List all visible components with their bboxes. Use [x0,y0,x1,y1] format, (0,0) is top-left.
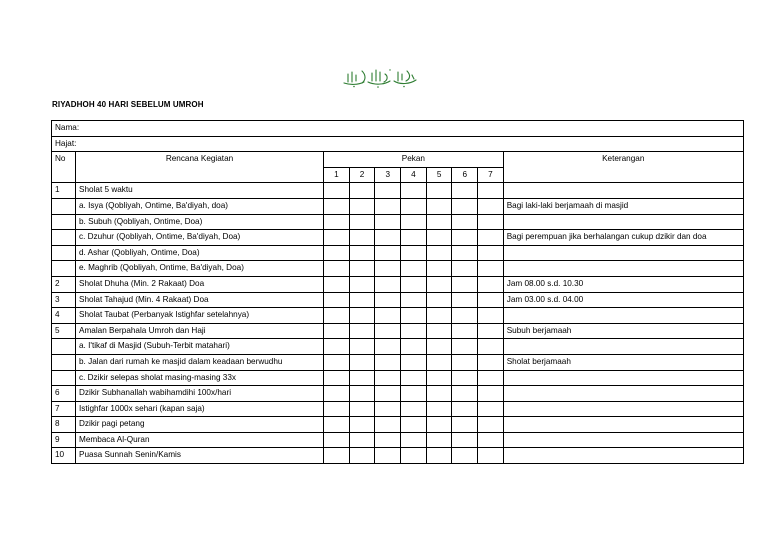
week-6-checkbox-cell[interactable] [452,214,478,230]
row-keterangan [503,214,743,230]
week-2-checkbox-cell[interactable] [349,183,375,199]
week-1-checkbox-cell[interactable] [324,448,350,464]
table-row [52,354,744,370]
week-2-checkbox-cell[interactable] [349,432,375,448]
week-7-checkbox-cell[interactable] [478,292,504,308]
week-4-checkbox-cell[interactable] [401,386,427,402]
table-row [52,448,744,464]
week-4-checkbox-cell[interactable] [401,323,427,339]
header-keterangan: Keterangan [503,152,743,183]
week-6-checkbox-cell[interactable] [452,354,478,370]
week-2-checkbox-cell[interactable] [349,230,375,246]
week-6-checkbox-cell[interactable] [452,198,478,214]
row-number [52,230,76,246]
table-row [52,401,744,417]
week-3-checkbox-cell[interactable] [375,417,401,433]
table-row [52,292,744,308]
week-2-checkbox-cell[interactable] [349,386,375,402]
week-5-checkbox-cell[interactable] [426,354,452,370]
header-no: No [52,152,76,183]
week-4-checkbox-cell[interactable] [401,308,427,324]
week-3-checkbox-cell[interactable] [375,432,401,448]
week-6-checkbox-cell[interactable] [452,183,478,199]
week-3-checkbox-cell[interactable] [375,323,401,339]
week-7-checkbox-cell[interactable] [478,214,504,230]
hajat-row [52,136,744,152]
row-kegiatan: Istighfar 1000x sehari (kapan saja) [76,401,324,417]
row-kegiatan: a. I'tikaf di Masjid (Subuh-Terbit matahari) [76,339,324,355]
week-5-checkbox-cell[interactable] [426,261,452,277]
week-2-checkbox-cell[interactable] [349,354,375,370]
week-6-checkbox-cell[interactable] [452,276,478,292]
week-4-checkbox-cell[interactable] [401,448,427,464]
week-7-checkbox-cell[interactable] [478,448,504,464]
table-row [52,245,744,261]
week-3-checkbox-cell[interactable] [375,401,401,417]
week-4-checkbox-cell[interactable] [401,292,427,308]
row-keterangan [503,308,743,324]
week-5-checkbox-cell[interactable] [426,323,452,339]
week-7-checkbox-cell[interactable] [478,261,504,277]
week-7-checkbox-cell[interactable] [478,386,504,402]
row-keterangan [503,370,743,386]
week-1-checkbox-cell[interactable] [324,370,350,386]
row-number [52,261,76,277]
week-header-5: 5 [426,167,452,183]
nama-row [52,121,744,137]
row-number [52,339,76,355]
week-6-checkbox-cell[interactable] [452,245,478,261]
week-3-checkbox-cell[interactable] [375,370,401,386]
week-4-checkbox-cell[interactable] [401,245,427,261]
row-keterangan [503,339,743,355]
week-2-checkbox-cell[interactable] [349,401,375,417]
week-1-checkbox-cell[interactable] [324,261,350,277]
week-4-checkbox-cell[interactable] [401,417,427,433]
table-row [52,214,744,230]
week-7-checkbox-cell[interactable] [478,432,504,448]
row-kegiatan: Sholat Tahajud (Min. 4 Rakaat) Doa [76,292,324,308]
week-1-checkbox-cell[interactable] [324,339,350,355]
week-6-checkbox-cell[interactable] [452,386,478,402]
row-keterangan [503,417,743,433]
week-1-checkbox-cell[interactable] [324,214,350,230]
week-2-checkbox-cell[interactable] [349,370,375,386]
week-3-checkbox-cell[interactable] [375,261,401,277]
week-7-checkbox-cell[interactable] [478,230,504,246]
week-1-checkbox-cell[interactable] [324,183,350,199]
week-header-2: 2 [349,167,375,183]
week-7-checkbox-cell[interactable] [478,183,504,199]
week-4-checkbox-cell[interactable] [401,261,427,277]
row-keterangan: Bagi perempuan jika berhalangan cukup dzikir dan doa [503,230,743,246]
row-keterangan: Jam 08.00 s.d. 10.30 [503,276,743,292]
week-3-checkbox-cell[interactable] [375,448,401,464]
table-row [52,308,744,324]
row-kegiatan: b. Subuh (Qobliyah, Ontime, Doa) [76,214,324,230]
week-5-checkbox-cell[interactable] [426,245,452,261]
week-header-7: 7 [478,167,504,183]
week-3-checkbox-cell[interactable] [375,183,401,199]
table-row [52,276,744,292]
week-2-checkbox-cell[interactable] [349,448,375,464]
week-3-checkbox-cell[interactable] [375,354,401,370]
row-kegiatan: Membaca Al-Quran [76,432,324,448]
table-row [52,432,744,448]
week-2-checkbox-cell[interactable] [349,323,375,339]
row-keterangan [503,245,743,261]
week-2-checkbox-cell[interactable] [349,308,375,324]
week-5-checkbox-cell[interactable] [426,214,452,230]
week-4-checkbox-cell[interactable] [401,354,427,370]
row-kegiatan: b. Jalan dari rumah ke masjid dalam keadaan berwudhu [76,354,324,370]
row-number [52,198,76,214]
table-row [52,198,744,214]
week-4-checkbox-cell[interactable] [401,183,427,199]
week-1-checkbox-cell[interactable] [324,386,350,402]
week-3-checkbox-cell[interactable] [375,245,401,261]
week-6-checkbox-cell[interactable] [452,292,478,308]
table-row [52,230,744,246]
week-header-3: 3 [375,167,401,183]
week-3-checkbox-cell[interactable] [375,198,401,214]
row-kegiatan: Sholat 5 waktu [76,183,324,199]
week-1-checkbox-cell[interactable] [324,432,350,448]
week-3-checkbox-cell[interactable] [375,276,401,292]
row-number: 1 [52,183,76,199]
week-7-checkbox-cell[interactable] [478,339,504,355]
week-7-checkbox-cell[interactable] [478,245,504,261]
week-4-checkbox-cell[interactable] [401,370,427,386]
row-kegiatan: Sholat Taubat (Perbanyak Istighfar setelahnya) [76,308,324,324]
table-row [52,339,744,355]
week-1-checkbox-cell[interactable] [324,354,350,370]
week-6-checkbox-cell[interactable] [452,339,478,355]
table-row [52,417,744,433]
row-keterangan: Bagi laki-laki berjamaah di masjid [503,198,743,214]
hajat-field[interactable]: Hajat: [52,136,744,152]
row-number: 7 [52,401,76,417]
week-4-checkbox-cell[interactable] [401,401,427,417]
week-6-checkbox-cell[interactable] [452,448,478,464]
week-6-checkbox-cell[interactable] [452,308,478,324]
week-7-checkbox-cell[interactable] [478,417,504,433]
row-kegiatan: d. Ashar (Qobliyah, Ontime, Doa) [76,245,324,261]
week-5-checkbox-cell[interactable] [426,401,452,417]
row-number [52,245,76,261]
week-2-checkbox-cell[interactable] [349,417,375,433]
row-keterangan [503,386,743,402]
table-row [52,323,744,339]
row-keterangan: Subuh berjamaah [503,323,743,339]
week-6-checkbox-cell[interactable] [452,323,478,339]
row-keterangan [503,401,743,417]
week-1-checkbox-cell[interactable] [324,230,350,246]
week-7-checkbox-cell[interactable] [478,401,504,417]
week-4-checkbox-cell[interactable] [401,214,427,230]
week-6-checkbox-cell[interactable] [452,417,478,433]
week-7-checkbox-cell[interactable] [478,308,504,324]
week-5-checkbox-cell[interactable] [426,276,452,292]
row-number [52,354,76,370]
row-keterangan [503,261,743,277]
week-7-checkbox-cell[interactable] [478,198,504,214]
row-keterangan: Sholat berjamaah [503,354,743,370]
week-3-checkbox-cell[interactable] [375,386,401,402]
week-3-checkbox-cell[interactable] [375,214,401,230]
week-5-checkbox-cell[interactable] [426,230,452,246]
row-number: 9 [52,432,76,448]
row-keterangan [503,432,743,448]
week-5-checkbox-cell[interactable] [426,198,452,214]
week-3-checkbox-cell[interactable] [375,339,401,355]
row-kegiatan: Amalan Berpahala Umroh dan Haji [76,323,324,339]
row-number: 2 [52,276,76,292]
row-kegiatan: e. Maghrib (Qobliyah, Ontime, Ba'diyah, Doa) [76,261,324,277]
row-kegiatan: a. Isya (Qobliyah, Ontime, Ba'diyah, doa) [76,198,324,214]
week-5-checkbox-cell[interactable] [426,432,452,448]
week-7-checkbox-cell[interactable] [478,354,504,370]
row-keterangan: Jam 03.00 s.d. 04.00 [503,292,743,308]
week-1-checkbox-cell[interactable] [324,308,350,324]
row-keterangan [503,448,743,464]
week-5-checkbox-cell[interactable] [426,370,452,386]
week-3-checkbox-cell[interactable] [375,230,401,246]
week-4-checkbox-cell[interactable] [401,230,427,246]
week-7-checkbox-cell[interactable] [478,323,504,339]
week-4-checkbox-cell[interactable] [401,339,427,355]
week-2-checkbox-cell[interactable] [349,292,375,308]
header-pekan: Pekan [324,152,504,168]
riyadhoh-checklist-table [51,120,744,464]
week-5-checkbox-cell[interactable] [426,292,452,308]
row-kegiatan: Sholat Dhuha (Min. 2 Rakaat) Doa [76,276,324,292]
document-title: RIYADHOH 40 HARI SEBELUM UMROH [52,100,204,109]
nama-field[interactable]: Nama: [52,121,744,137]
week-2-checkbox-cell[interactable] [349,245,375,261]
week-header-1: 1 [324,167,350,183]
week-6-checkbox-cell[interactable] [452,401,478,417]
row-number: 10 [52,448,76,464]
row-kegiatan: Dzikir pagi petang [76,417,324,433]
table-row [52,370,744,386]
week-5-checkbox-cell[interactable] [426,308,452,324]
week-1-checkbox-cell[interactable] [324,401,350,417]
week-7-checkbox-cell[interactable] [478,370,504,386]
row-number [52,370,76,386]
week-2-checkbox-cell[interactable] [349,198,375,214]
week-3-checkbox-cell[interactable] [375,292,401,308]
row-kegiatan: Dzikir Subhanallah wabihamdihi 100x/hari [76,386,324,402]
week-5-checkbox-cell[interactable] [426,339,452,355]
week-2-checkbox-cell[interactable] [349,276,375,292]
header-rencana-kegiatan: Rencana Kegiatan [76,152,324,183]
week-2-checkbox-cell[interactable] [349,261,375,277]
header-row [52,152,744,168]
row-number: 6 [52,386,76,402]
row-kegiatan: Puasa Sunnah Senin/Kamis [76,448,324,464]
week-2-checkbox-cell[interactable] [349,339,375,355]
basmala-calligraphy-logo [340,66,420,90]
week-5-checkbox-cell[interactable] [426,448,452,464]
row-number: 5 [52,323,76,339]
row-kegiatan: c. Dzuhur (Qobliyah, Ontime, Ba'diyah, Doa) [76,230,324,246]
week-5-checkbox-cell[interactable] [426,386,452,402]
table-row [52,261,744,277]
week-7-checkbox-cell[interactable] [478,276,504,292]
week-2-checkbox-cell[interactable] [349,214,375,230]
row-number: 8 [52,417,76,433]
table-row [52,386,744,402]
table-row [52,183,744,199]
row-number [52,214,76,230]
week-header-6: 6 [452,167,478,183]
week-6-checkbox-cell[interactable] [452,230,478,246]
week-4-checkbox-cell[interactable] [401,432,427,448]
week-5-checkbox-cell[interactable] [426,183,452,199]
week-1-checkbox-cell[interactable] [324,198,350,214]
week-4-checkbox-cell[interactable] [401,276,427,292]
week-1-checkbox-cell[interactable] [324,323,350,339]
row-keterangan [503,183,743,199]
week-1-checkbox-cell[interactable] [324,245,350,261]
row-number: 4 [52,308,76,324]
week-1-checkbox-cell[interactable] [324,276,350,292]
week-5-checkbox-cell[interactable] [426,417,452,433]
week-1-checkbox-cell[interactable] [324,292,350,308]
week-1-checkbox-cell[interactable] [324,417,350,433]
week-header-4: 4 [401,167,427,183]
week-3-checkbox-cell[interactable] [375,308,401,324]
basmala-text: بسم الله الرحمن الرحيم [375,79,385,80]
week-4-checkbox-cell[interactable] [401,198,427,214]
week-6-checkbox-cell[interactable] [452,370,478,386]
row-kegiatan: c. Dzikir selepas sholat masing-masing 33x [76,370,324,386]
week-6-checkbox-cell[interactable] [452,432,478,448]
week-6-checkbox-cell[interactable] [452,261,478,277]
row-number: 3 [52,292,76,308]
